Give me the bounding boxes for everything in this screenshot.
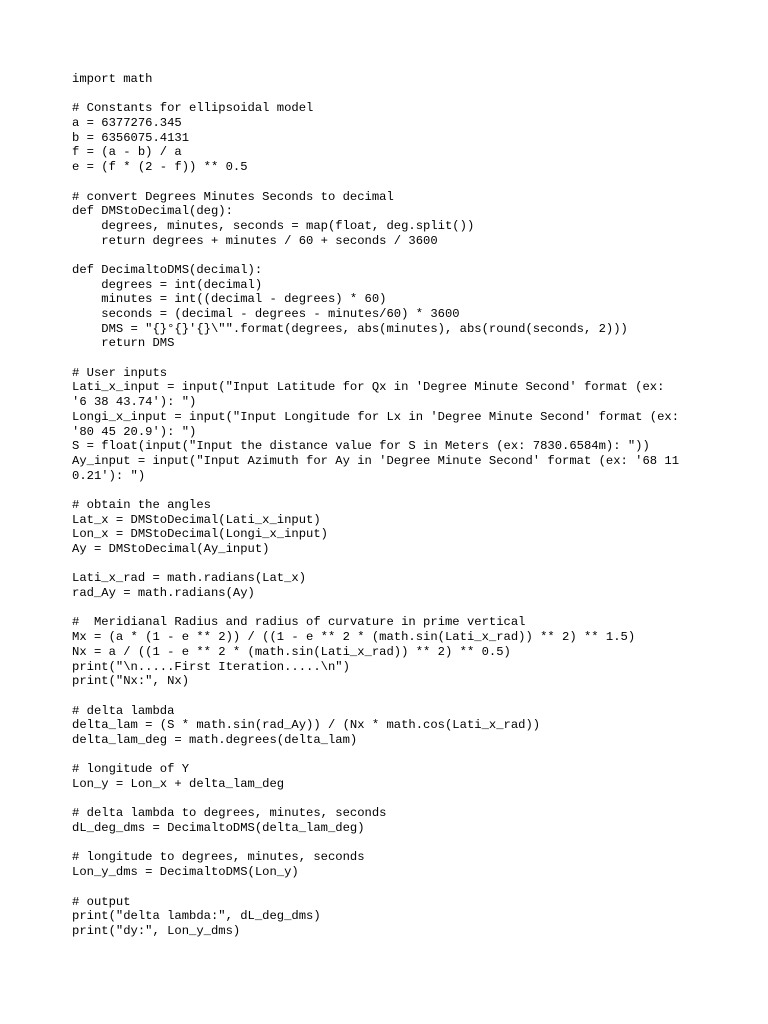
code-line: Lati_x_rad = math.radians(Lat_x) xyxy=(72,571,307,586)
code-line: Lon_y_dms = DecimaltoDMS(Lon_y) xyxy=(72,865,299,880)
code-line xyxy=(72,792,712,807)
code-line xyxy=(72,351,712,366)
code-line: return degrees + minutes / 60 + seconds / 3600 xyxy=(72,233,438,248)
code-line: dL_deg_dms = DecimaltoDMS(delta_lam_deg) xyxy=(72,821,365,836)
code-line: Lon_y = Lon_x + delta_lam_deg xyxy=(72,777,285,791)
code-line: # longitude of Y xyxy=(72,762,190,777)
code-line xyxy=(72,557,712,572)
code-line: f = (a - b) / a xyxy=(72,145,182,160)
code-line: Mx = (a * (1 - e ** 2)) / ((1 - e ** 2 * (math.sin(Lati_x_rad)) ** 2) ** 1.5) xyxy=(72,630,636,645)
code-listing xyxy=(72,72,712,939)
code-line: print("\n.....First Iteration.....\n") xyxy=(72,659,350,674)
code-line: a = 6377276.345 xyxy=(72,116,182,131)
code-line: return DMS xyxy=(72,336,175,351)
code-line: print("Nx:", Nx) xyxy=(72,674,190,689)
code-line: degrees, minutes, seconds = map(float, deg.split()) xyxy=(72,218,475,233)
code-line: '80 45 20.9'): ") xyxy=(72,424,197,439)
code-line: S = float(input("Input the distance value for S in Meters (ex: 7830.6584m): ")) xyxy=(72,439,650,454)
code-line: Nx = a / ((1 - e ** 2 * (math.sin(Lati_x_rad)) ** 2) ** 0.5) xyxy=(72,644,511,659)
code-line: # delta lambda to degrees, minutes, seconds xyxy=(72,806,387,821)
code-line xyxy=(72,248,712,263)
code-line: minutes = int((decimal - degrees) * 60) xyxy=(72,292,387,307)
code-line: # longitude to degrees, minutes, seconds xyxy=(72,850,365,865)
code-line: # User inputs xyxy=(72,365,168,380)
code-line: 0.21'): ") xyxy=(72,468,146,483)
code-line xyxy=(72,748,712,763)
code-line: b = 6356075.4131 xyxy=(72,130,190,145)
code-line xyxy=(72,689,712,704)
code-line: DMS = "{}°{}'{}\"".format(degrees, abs(minutes), abs(round(seconds, 2))) xyxy=(72,321,628,336)
code-line: # delta lambda xyxy=(72,703,175,718)
code-line: # Meridianal Radius and radius of curvature in prime vertical xyxy=(72,615,526,630)
code-line: rad_Ay = math.radians(Ay) xyxy=(72,586,255,601)
code-line: Lon_x = DMStoDecimal(Longi_x_input) xyxy=(72,527,328,542)
code-line: def DecimaltoDMS(decimal): xyxy=(72,262,263,277)
code-line: def DMStoDecimal(deg): xyxy=(72,204,233,219)
code-line: # convert Degrees Minutes Seconds to decimal xyxy=(72,189,394,204)
code-line xyxy=(72,880,712,895)
code-line: print("dy:", Lon_y_dms) xyxy=(72,923,241,938)
code-line: Lati_x_input = input("Input Latitude for Qx in 'Degree Minute Second' format (ex: xyxy=(72,380,665,395)
code-line xyxy=(72,87,712,102)
code-line: delta_lam = (S * math.sin(rad_Ay)) / (Nx * math.cos(Lati_x_rad)) xyxy=(72,718,541,733)
code-line: degrees = int(decimal) xyxy=(72,277,263,292)
code-line: # Constants for ellipsoidal model xyxy=(72,101,314,116)
code-line: Lat_x = DMStoDecimal(Lati_x_input) xyxy=(72,512,321,527)
code-line: # obtain the angles xyxy=(72,497,211,512)
code-line: Ay_input = input("Input Azimuth for Ay in 'Degree Minute Second' format (ex: '68 11 xyxy=(72,453,680,468)
code-line: import math xyxy=(72,72,153,86)
code-line xyxy=(72,601,712,616)
code-line: Ay = DMStoDecimal(Ay_input) xyxy=(72,542,270,556)
code-line: Longi_x_input = input("Input Longitude for Lx in 'Degree Minute Second' format (ex: xyxy=(72,409,680,424)
code-line: # output xyxy=(72,894,131,909)
code-line: print("delta lambda:", dL_deg_dms) xyxy=(72,909,321,924)
code-line xyxy=(72,483,712,498)
code-line: seconds = (decimal - degrees - minutes/60) * 3600 xyxy=(72,307,460,321)
code-line: delta_lam_deg = math.degrees(delta_lam) xyxy=(72,732,358,747)
code-line xyxy=(72,175,712,190)
code-line: e = (f * (2 - f)) ** 0.5 xyxy=(72,160,248,175)
code-line: '6 38 43.74'): ") xyxy=(72,395,197,410)
code-line xyxy=(72,836,712,851)
